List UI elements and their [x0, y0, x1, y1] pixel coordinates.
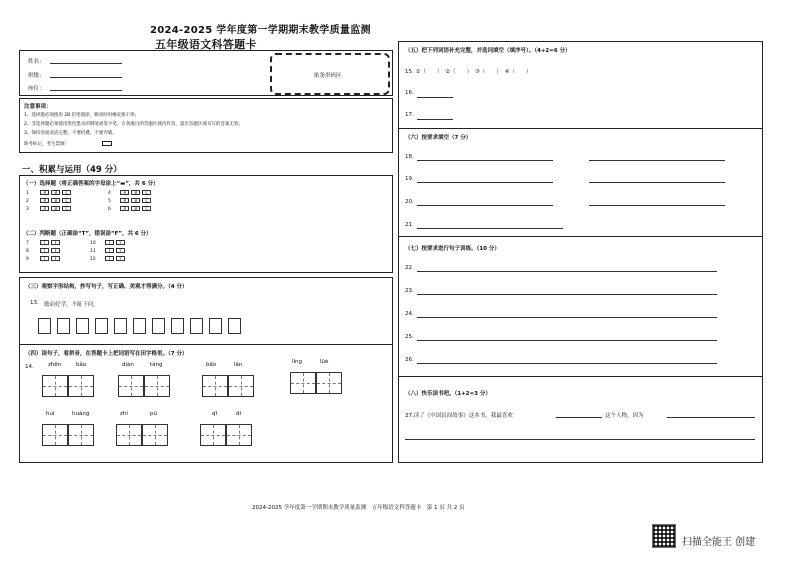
section3-title: （三）观察字形结构，抄写句子，写正确、美观才得满分。（4 分）: [25, 284, 188, 290]
tianzi-box[interactable]: [228, 375, 254, 397]
tf-row-10: [90, 240, 127, 246]
q19-line-a[interactable]: [417, 182, 553, 183]
q15: 15. ①（ ） ②（ ） ③（ ） ④（ ）: [405, 69, 532, 75]
option-true[interactable]: T: [105, 248, 114, 253]
question-number: 12: [90, 257, 96, 262]
barcode-area: [270, 53, 390, 95]
notice-title: 注意事项：: [24, 104, 52, 110]
q19-line-b[interactable]: [589, 182, 725, 183]
choice-title: （一）选择题（将正确答案的字母涂上“▬”，共 6 分）: [23, 181, 159, 187]
tianzi-box[interactable]: [142, 424, 168, 446]
option-true[interactable]: T: [40, 256, 49, 261]
footer-page-info: 2024-2025 学年度第一学期期末教学质量监测 五年级语文科答题卡 第 1 页 共 2 页: [252, 505, 465, 511]
option-false[interactable]: F: [51, 240, 60, 245]
q21-number: 21.: [405, 222, 414, 228]
pinyin: huī: [46, 411, 55, 417]
pinyin: dí: [236, 411, 242, 417]
q18-line-a[interactable]: [417, 160, 553, 161]
section5-title: （五）把下列词语补充完整，并选词填空（填序号）。（4+2=6 分）: [405, 48, 571, 54]
choice-row-5: [108, 198, 153, 204]
pinyin: lǎn: [234, 362, 243, 368]
q23-line[interactable]: [417, 294, 717, 295]
q23-number: 23.: [405, 288, 414, 294]
q13-number: 13.: [30, 300, 39, 306]
scanner-logo-icon: [652, 524, 676, 548]
question-number: 6: [108, 207, 111, 212]
q27-text-mid: 这个人物，因为: [605, 413, 644, 419]
option-true[interactable]: T: [105, 256, 114, 261]
q14-number: 14.: [25, 364, 34, 370]
choice-row-4: [108, 190, 153, 196]
divider: [399, 376, 762, 377]
tianzi-box[interactable]: [316, 372, 342, 394]
option-false[interactable]: F: [116, 256, 125, 261]
q19-number: 19.: [405, 176, 414, 182]
exam-title: 2024-2025 学年度第一学期期末教学质量监测: [150, 25, 371, 36]
right-column-box: [398, 41, 763, 463]
q18-number: 18.: [405, 154, 414, 160]
option-b[interactable]: B: [51, 190, 60, 195]
section1-title: 一、积累与运用（49 分）: [22, 165, 122, 175]
tianzi-box[interactable]: [68, 424, 94, 446]
option-b[interactable]: B: [51, 206, 60, 211]
option-true[interactable]: T: [40, 248, 49, 253]
answer-sheet-title: 五年级语文科答题卡: [155, 38, 257, 51]
option-b[interactable]: B: [131, 198, 140, 203]
tianzi-box[interactable]: [144, 375, 170, 397]
class-label: 班级：: [28, 73, 45, 79]
notice-line-3: 3、保持卷面清洁完整，不要折叠，不要弄破。: [24, 131, 117, 136]
tf-row-9: [26, 256, 62, 262]
tf-row-7: [26, 240, 62, 246]
question-number: 11: [90, 249, 96, 254]
tianzi-box[interactable]: [226, 424, 252, 446]
pinyin: táng: [150, 362, 163, 368]
section1-box: [19, 175, 393, 273]
q27-reason-line-2[interactable]: [405, 439, 755, 440]
option-c[interactable]: C: [142, 190, 151, 195]
tf-row-11: [90, 248, 127, 254]
option-c[interactable]: C: [142, 206, 151, 211]
option-b[interactable]: B: [131, 206, 140, 211]
question-number: 7: [26, 241, 29, 246]
question-number: 1: [26, 191, 29, 196]
option-true[interactable]: T: [105, 240, 114, 245]
pinyin: lǐng: [292, 359, 303, 365]
class-field[interactable]: [50, 77, 122, 78]
tianzi-box[interactable]: [116, 424, 142, 446]
option-true[interactable]: T: [40, 240, 49, 245]
choice-row-1: [26, 190, 73, 196]
q22-line[interactable]: [417, 271, 717, 272]
option-c[interactable]: C: [62, 198, 71, 203]
tianzi-box[interactable]: [42, 375, 68, 397]
q18-line-b[interactable]: [589, 160, 725, 161]
q25-line[interactable]: [417, 340, 717, 341]
pinyin: pǔ: [150, 411, 157, 417]
seat-label: 座位：: [28, 86, 45, 92]
q27-character-line[interactable]: [556, 417, 602, 418]
q27-reason-line-1[interactable]: [667, 417, 755, 418]
pinyin: zhì: [120, 411, 128, 417]
q20-line-a[interactable]: [417, 205, 553, 206]
q16-number: 16.: [405, 90, 414, 96]
option-c[interactable]: C: [142, 198, 151, 203]
option-false[interactable]: F: [51, 256, 60, 261]
section6-title: （六）按要求填空（7 分）: [405, 135, 472, 141]
option-c[interactable]: C: [62, 190, 71, 195]
q26-line[interactable]: [417, 363, 717, 364]
pinyin: huáng: [72, 411, 90, 417]
choice-row-6: [108, 206, 153, 212]
notice-line-2: 2、非选择题必须使用黑色墨水的钢笔或签字笔，在各题目的答题区域内作答，超出答题区域书写的答案无效；: [24, 122, 243, 127]
q17-number: 17.: [405, 112, 414, 118]
question-number: 5: [108, 199, 111, 204]
q26-number: 26.: [405, 357, 414, 363]
tianzi-box[interactable]: [202, 375, 228, 397]
scanner-watermark: 扫描全能王 创建: [682, 537, 756, 548]
q24-number: 24.: [405, 311, 414, 317]
section4-title: （四）读句子，看拼音，在答题卡上把词语写在田字格里。（7 分）: [25, 351, 188, 357]
pinyin: bāo: [206, 362, 217, 368]
pinyin: bǎo: [76, 362, 87, 368]
q24-line[interactable]: [417, 317, 717, 318]
option-a[interactable]: A: [120, 190, 129, 195]
option-a[interactable]: A: [40, 198, 49, 203]
divider: [20, 344, 392, 345]
pinyin: qǐ: [212, 411, 218, 417]
option-false[interactable]: F: [51, 248, 60, 253]
divider: [399, 236, 762, 237]
barcode-label: 贴条形码区: [314, 73, 342, 79]
notice-line-1: 1、选择题必须使用 2B 铅笔填涂，修改时用橡皮擦干净；: [24, 113, 140, 118]
question-number: 4: [108, 191, 111, 196]
q27-text: 27.读了《中国民间故事》这本书，我最喜欢: [405, 413, 513, 419]
tianzi-box[interactable]: [200, 424, 226, 446]
tf-row-8: [26, 248, 62, 254]
q20-line-b[interactable]: [589, 205, 725, 206]
q16-answer-line[interactable]: [417, 97, 453, 98]
choice-row-3: [26, 206, 73, 212]
absence-mark-box[interactable]: [102, 141, 112, 146]
tf-row-12: [90, 256, 127, 262]
tianzi-box[interactable]: [290, 372, 316, 394]
section8-title: （八）快乐读书吧。（1+2=3 分）: [405, 391, 491, 397]
tianzi-box[interactable]: [68, 375, 94, 397]
pinyin: diàn: [122, 362, 134, 368]
option-c[interactable]: C: [62, 206, 71, 211]
student-info-box: [19, 50, 393, 96]
truefalse-title: （二）判断题（正确涂“T”，错误涂“F”，共 6 分）: [23, 231, 152, 237]
question-number: 3: [26, 207, 29, 212]
option-a[interactable]: A: [120, 198, 129, 203]
option-b[interactable]: B: [131, 190, 140, 195]
name-label: 姓名：: [28, 59, 45, 65]
section7-title: （七）按要求进行句子训练。（10 分）: [405, 246, 500, 252]
section3-4-box: [19, 277, 393, 463]
option-false[interactable]: F: [116, 240, 125, 245]
q20-number: 20.: [405, 199, 414, 205]
question-number: 9: [26, 257, 29, 262]
question-number: 2: [26, 199, 29, 204]
question-number: 10: [90, 241, 96, 246]
q22-number: 22.: [405, 265, 414, 271]
notice-box: [19, 98, 393, 153]
q25-number: 25.: [405, 334, 414, 340]
option-false[interactable]: F: [116, 248, 125, 253]
q21-line[interactable]: [417, 228, 563, 229]
divider: [399, 128, 762, 129]
name-field[interactable]: [50, 63, 122, 64]
question-number: 8: [26, 249, 29, 254]
option-a[interactable]: A: [120, 206, 129, 211]
q13-sentence: 敏而好学，不耻下问。: [44, 302, 100, 308]
q17-answer-line[interactable]: [417, 119, 453, 120]
tianzi-box[interactable]: [42, 424, 68, 446]
pinyin: zhēn: [48, 362, 62, 368]
option-b[interactable]: B: [51, 198, 60, 203]
absence-mark-label: 缺考标记，考生禁填！: [24, 142, 69, 147]
seat-field[interactable]: [50, 90, 122, 91]
choice-row-2: [26, 198, 73, 204]
tianzi-box[interactable]: [118, 375, 144, 397]
option-a[interactable]: A: [40, 206, 49, 211]
pinyin: lüè: [320, 359, 329, 365]
option-a[interactable]: A: [40, 190, 49, 195]
